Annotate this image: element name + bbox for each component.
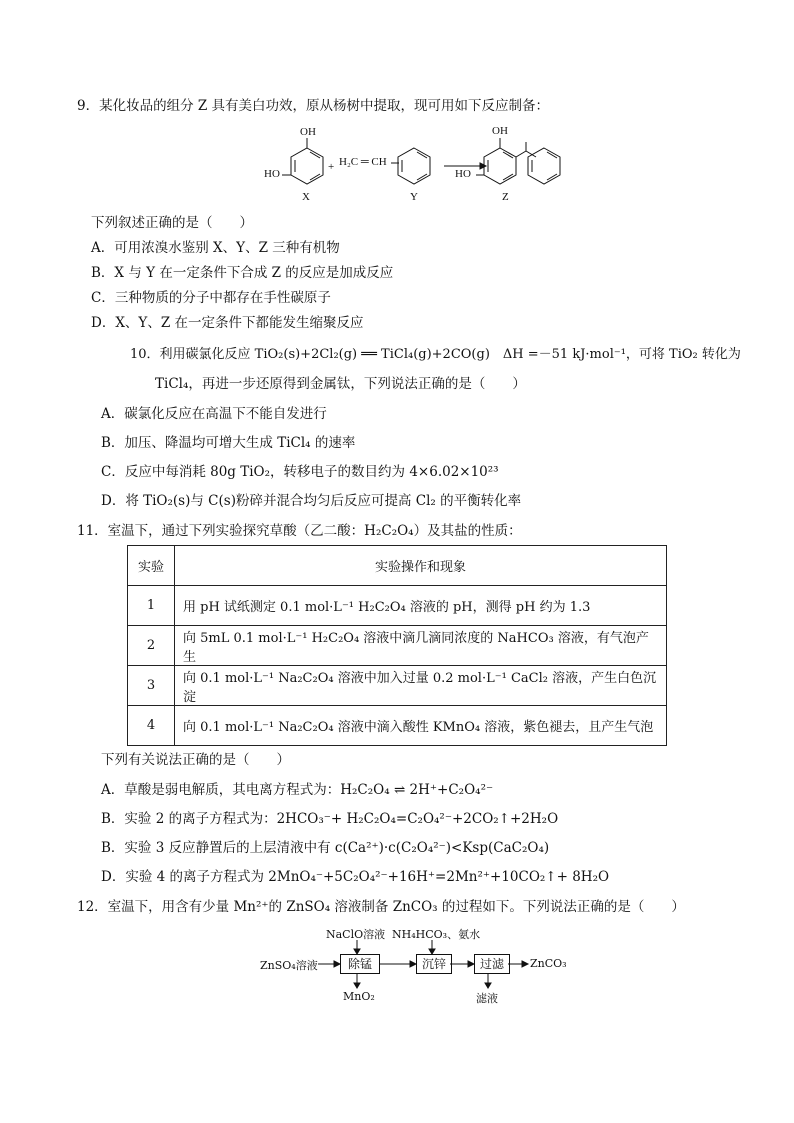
y-vinyl-label: H₂C ═ CH (339, 156, 387, 168)
reagent-1-label: NaClO溶液 (326, 928, 386, 941)
flow-output-label: ZnCO₃ (530, 957, 567, 970)
filtrate-label: 滤液 (476, 992, 498, 1005)
table-cell: 用 pH 试纸测定 0.1 mol·L⁻¹ H₂C₂O₄ 溶液的 pH，测得 pH 约为 1.3 (175, 586, 667, 626)
q11-ask: 下列有关说法正确的是（ ） (101, 752, 290, 768)
table-cell: 1 (128, 586, 175, 626)
mol-y-label: Y (410, 191, 418, 203)
table-cell: 向 0.1 mol·L⁻¹ Na₂C₂O₄ 溶液中加入过量 0.2 mol·L⁻¹ CaCl₂ 溶液，产生白色沉淀 (175, 666, 667, 706)
q10-option-d: D．将 TiO₂(s)与 C(s)粉碎并混合均匀后反应可提高 Cl₂ 的平衡转化率 (101, 493, 522, 509)
q10-option-a: A．碳氯化反应在高温下不能自发进行 (101, 406, 327, 422)
q9-option-b: B．X 与 Y 在一定条件下合成 Z 的反应是加成反应 (91, 265, 394, 281)
table-header-cell: 实验操作和现象 (175, 546, 667, 586)
table-cell: 向 0.1 mol·L⁻¹ Na₂C₂O₄ 溶液中滴入酸性 KMnO₄ 溶液，紫色褪去，且产生气泡 (175, 706, 667, 746)
table-header-cell: 实验 (128, 546, 175, 586)
flow-input-label: ZnSO₄溶液 (260, 959, 318, 972)
flow-box-precipitate-zn: 沉锌 (416, 954, 452, 974)
table-cell: 2 (128, 626, 175, 666)
z-oh-label: OH (492, 125, 508, 137)
q11-option-a: A．草酸是弱电解质，其电离方程式为：H₂C₂O₄ ⇌ 2H⁺+C₂O₄²⁻ (101, 782, 494, 798)
q10-option-b: B．加压、降温均可增大生成 TiCl₄ 的速率 (101, 435, 356, 451)
x-oh-label: OH (300, 126, 316, 138)
q9-option-a: A．可用浓溴水鉴别 X、Y、Z 三种有机物 (91, 240, 340, 256)
q11-stem: 11．室温下，通过下列实验探究草酸（乙二酸：H₂C₂O₄）及其盐的性质： (77, 523, 522, 539)
q11-option-d: D．实验 4 的离子方程式为 2MnO₄⁻+5C₂O₄²⁻+16H⁺=2Mn²⁺+10CO₂↑+ 8H₂O (101, 869, 610, 885)
plus-sign: + (328, 161, 335, 173)
q11-option-b: B．实验 2 的离子方程式为：2HCO₃⁻+ H₂C₂O₄=C₂O₄²⁻+2CO₂↑+2H₂O (101, 811, 559, 827)
q10-stem-1: 10．利用碳氯化反应 TiO₂(s)+2Cl₂(g) ══ TiCl₄(g)+2CO(g) ΔH =－51 kJ·mol⁻¹，可将 TiO₂ 转化为 (130, 347, 741, 362)
q11-option-c: B．实验 3 反应静置后的上层清液中有 c(Ca²⁺)·c(C₂O₄²⁻)<Ksp(CaC₂O₄) (101, 840, 550, 856)
q9-option-d: D．X、Y、Z 在一定条件下都能发生缩聚反应 (91, 315, 364, 331)
byproduct-mno2-label: MnO₂ (343, 990, 375, 1003)
table-cell: 向 5mL 0.1 mol·L⁻¹ H₂C₂O₄ 溶液中滴几滴同浓度的 NaHCO₃ 溶液，有气泡产生 (175, 626, 667, 666)
q10-option-c: C．反应中每消耗 80g TiO₂，转移电子的数目约为 4×6.02×10²³ (101, 464, 499, 480)
q9-ask: 下列叙述正确的是（ ） (91, 215, 253, 231)
mol-z-label: Z (502, 191, 509, 203)
x-ho-label: HO (264, 168, 280, 180)
q10-stem-2: TiCl₄，再进一步还原得到金属钛，下列说法正确的是（ ） (155, 376, 526, 392)
q9-stem: 9．某化妆品的组分 Z 具有美白功效，原从杨树中提取，现可用如下反应制备： (77, 98, 550, 114)
flow-box-filter: 过滤 (474, 954, 510, 974)
mol-x-label: X (302, 191, 310, 203)
table-cell: 4 (128, 706, 175, 746)
q9-option-c: C．三种物质的分子中都存在手性碳原子 (91, 290, 331, 306)
q12-stem: 12．室温下，用含有少量 Mn²⁺的 ZnSO₄ 溶液制备 ZnCO₃ 的过程如下。下列说法正确的是（ ） (77, 899, 685, 915)
z-ho-label: HO (455, 168, 471, 180)
table-cell: 3 (128, 666, 175, 706)
reagent-2-label: NH₄HCO₃、氨水 (392, 928, 481, 941)
flow-box-remove-mn: 除锰 (340, 954, 380, 974)
